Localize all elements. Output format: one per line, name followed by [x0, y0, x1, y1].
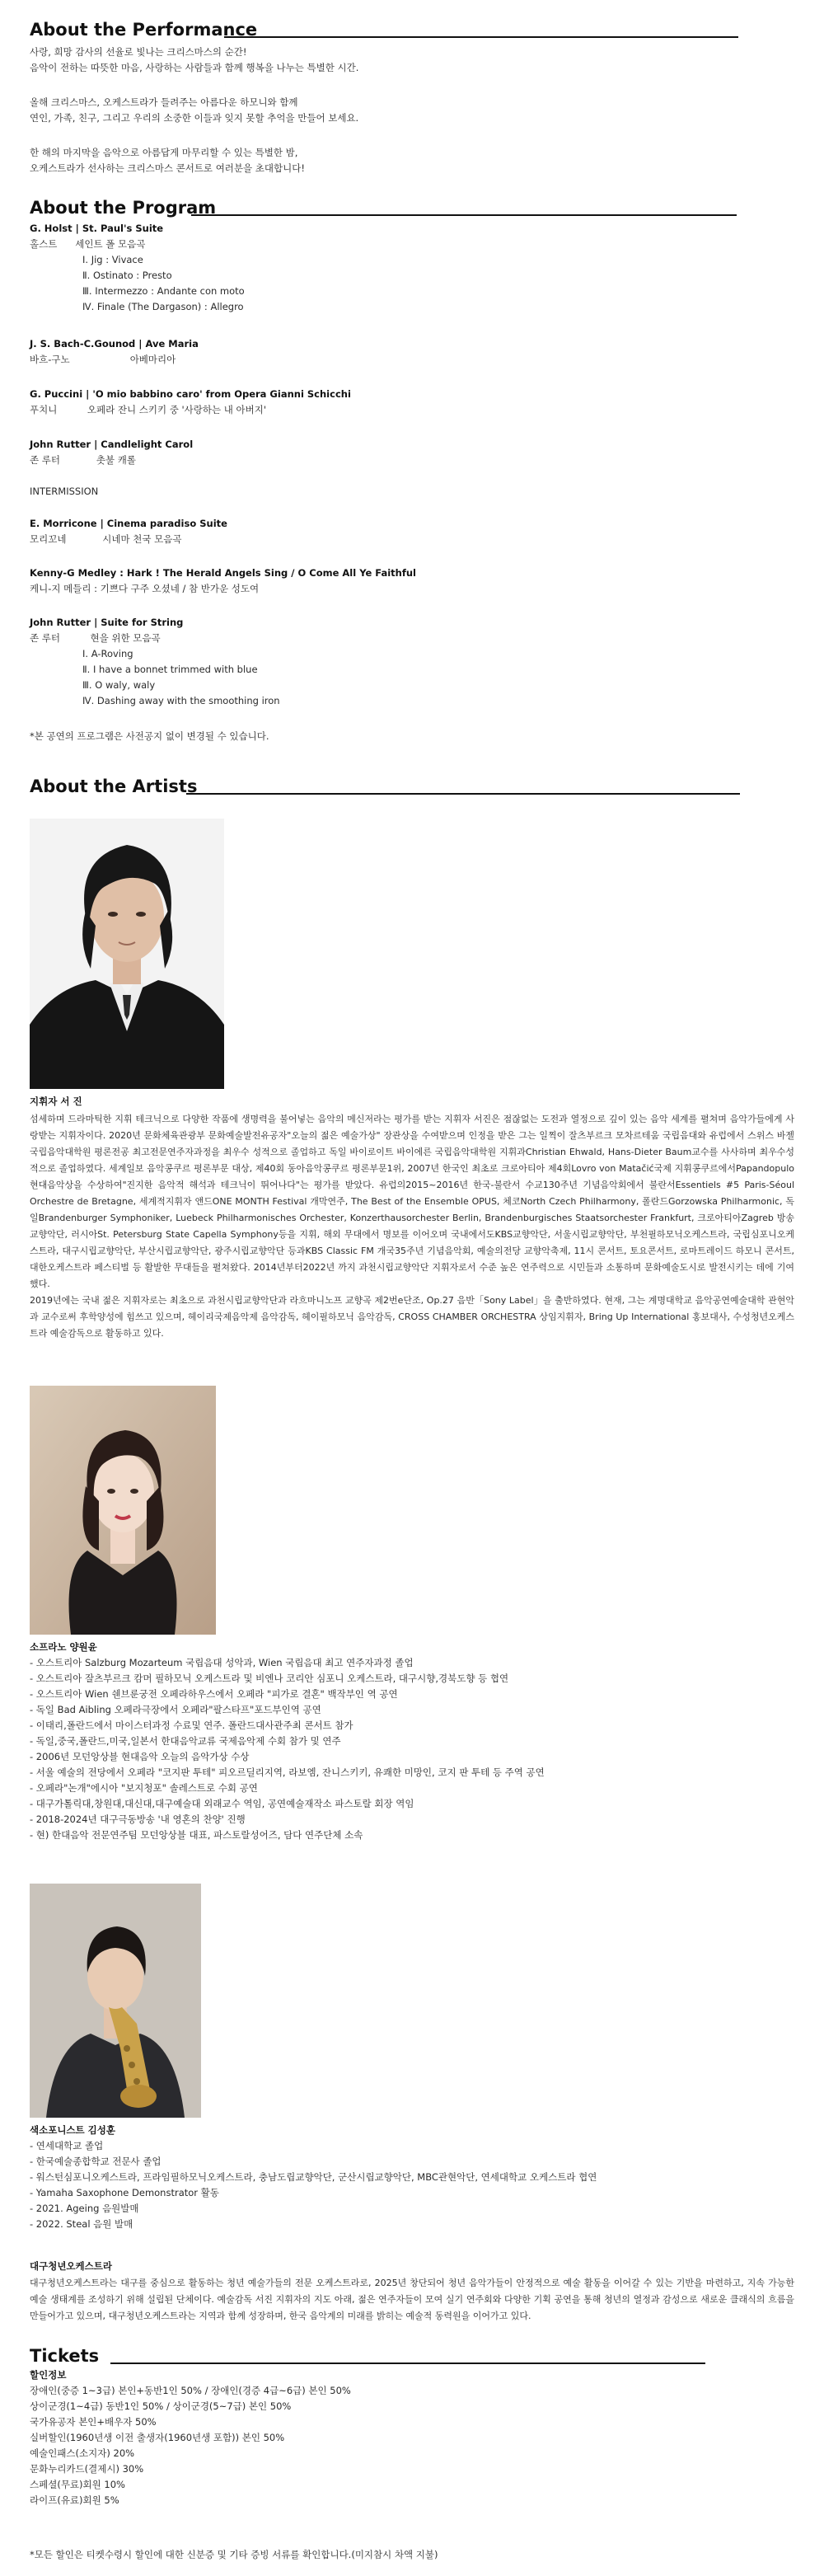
text-line: 음악이 전하는 따뜻한 마음, 사랑하는 사람들과 함께 행복을 나누는 특별한 시간.	[30, 62, 359, 73]
program-subtitle: 존 루터 현을 위한 모음곡	[30, 632, 161, 644]
list-item: - 서울 예술의 전당에서 오페라 "코지판 투테" 피오르딜리지역, 라보엠, 잔니스키키, 유쾌한 미망인, 코지 판 투테 등 주역 공연	[30, 1767, 545, 1778]
soprano-name: 소프라노 양원윤	[30, 1641, 97, 1653]
conductor-portrait-image	[30, 819, 224, 1089]
program-subtitle: 케니-지 메들리 : 기쁘다 구주 오셨네 / 참 반가운 성도여	[30, 583, 260, 594]
discount-item: 스페셜(무료)회원 10%	[30, 2479, 125, 2490]
saxophonist-photo	[30, 1884, 201, 2118]
saxophonist-name: 색소포니스트 김성훈	[30, 2124, 115, 2136]
list-item: - Yamaha Saxophone Demonstrator 활동	[30, 2187, 219, 2198]
movement: Ⅱ. Ostinato : Presto	[82, 270, 172, 281]
conductor-photo	[30, 819, 224, 1089]
section-title-tickets: Tickets	[30, 2346, 100, 2366]
list-item: - 이태리,폴란드에서 마이스터과정 수료및 연주. 폴란드대사관주최 콘서트 참가	[30, 1720, 353, 1731]
list-item: - 오페라"논개"에시아 "보지청포" 솔레스트로 수회 공연	[30, 1782, 258, 1794]
orchestra-description: 대구청년오케스트라는 대구를 중심으로 활동하는 청년 예술가들의 전문 오케스트라로, 2025년 창단되어 청년 음악가들이 안정적으로 예술 활동을 이어갈 수 있는 기반을 마련하고, 지속 가능한 예술 생태계를 조성하기 위해 설립된 단체이다. 예술감독 서진 지휘자의 지도 아래, 젊은 연주자들이 모여 실기 연주회와 다양한 기획 공연을 통해 청년의 열정과 감성으로 새로운 클래식의 흐름을 만들어가고 있으며, 대구청년오케스트라는 지역과 함께 성장하며, 한국 음악계의 미래를 밝히는 예술적 동력원을 이어가고 있다.	[30, 2278, 794, 2321]
list-item: - 독일 Bad Aibling 오페라극장에서 오페라"팔스타프"포드부인역 공연	[30, 1704, 321, 1715]
soprano-portrait-image	[30, 1386, 216, 1635]
section-title-program: About the Program	[30, 198, 217, 218]
program-title: John Rutter | Candlelight Carol	[30, 439, 194, 450]
movement: Ⅳ. Finale (The Dargason) : Allegro	[82, 301, 244, 312]
list-item: - 2018-2024년 대구극동방송 '내 영혼의 찬양' 진행	[30, 1814, 246, 1825]
list-item: - 독일,중국,폴란드,미국,일본서 한대음악교류 국제음악제 수회 참가 및 연주	[30, 1735, 341, 1747]
discount-item: 라이프(유료)회원 5%	[30, 2494, 119, 2506]
discount-item: 예술인패스(소지자) 20%	[30, 2447, 135, 2459]
section-rule	[224, 36, 738, 38]
program-subtitle: 모리꼬네 시네마 천국 모음곡	[30, 533, 182, 545]
movement: Ⅰ. A-Roving	[82, 648, 133, 659]
conductor-bio-paragraph: 섬세하며 드라마틱한 지휘 테크닉으로 다양한 작품에 생명력을 불어넣는 음악의 메신저라는 평가를 받는 지휘자 서진은 점잖없는 도전과 열정으로 깊이 있는 음악 세계를 펼쳐며 음악가들에게 사랑받는 지휘자이다. 2020년 문화체육관광부 문화예술발전유공자"오늘의 젊은 예술가상" 장관상을 수여받으며 인정을 받은 그는 일찍이 잘츠부르크 모차르테움 국립음대와 유럽에서 스위스 바젤 국립음악대학원 평론전공 최고전문연주자과정을 최우수 성적으로 졸업하고 독일 바이로이트 바이에른 국립음악대학원 지휘과Christian Ehwald, Hans-Dieter Baum교수를 사사하며 최우수성적으로 졸업하였다. 세계일보 음악콩쿠르 평론부문 대상, 제40회 동아음악콩쿠르 평론부문1위, 2007년 한국인 최초로 크로아티아 제4회Lovro von Matačić국제 지휘콩쿠르에서Papandopulo 현대음악상을 수상하여"진지한 음악적 해석과 테크닉이 뛰어나다"는 평가를 받았다. 유럽의2015~2016년 한국-불란서 수교130주년 기념음악회에서 불란서Essentiels #5 Paris-Séoul Orchestre de Bretagne, 세계적지휘자 앤드ONE MONTH Festival 개막연주, The Best of the Ensemble OPUS, 체코North Czech Philharmony, 폴란드Gorzowska Philharmonic, 독일Brandenburger Symphoniker, Luebeck Philharmonisches Orchester, Konzerthausorchester Berlin, Brandenburgisches Staatsorchester Frankfurt, 크로아티아Zagreb 방송 교향악단, 러시아St. Petersburg State Capella Symphony등을 지휘, 해외 무대에서 명보를 이어오며 국내에서도KBS교향악단, 서울시립교향악단, 부천필하모닉오케스트라, 국립심포니오케스트라, 대구시립교향악단, 부산시립교향악단, 광주시립교향악단 등과KBS Classic FM 개국35주년 기념음악회, 예술의전당 교향악축제, 11시 콘서트, 토요콘서트, 로마트레이드 하모니 콘서트, 대한오케스트라 페스티벌 등 활발한 무대들을 펼쳐왔다. 2014년부터2022년 까지 과천시립교향악단 지휘자로서 수준 높은 연주력으로 시민들과 소통하며 문화예술도시로 발전시키는 데에 기여했다.	[30, 1114, 794, 1289]
program-item-6	[30, 565, 416, 597]
movement: Ⅲ. O waly, waly	[82, 679, 156, 691]
list-item: - 2022. Steal 음원 발매	[30, 2218, 133, 2230]
movement: Ⅳ. Dashing away with the smoothing iron	[82, 695, 280, 706]
performance-paragraph-2	[30, 95, 358, 126]
list-item: - 오스트리아 잘츠부르크 캄머 필하모닉 오케스트라 및 비엔나 코리안 심포니 오케스트라, 대구시향,경북도향 등 협연	[30, 1673, 509, 1684]
movement: Ⅲ. Intermezzo : Andante con moto	[82, 285, 245, 297]
program-title: E. Morricone | Cinema paradiso Suite	[30, 518, 227, 529]
conductor-bio-paragraph: 2019년에는 국내 젊은 지휘자로는 최초으로 과천시립교향악단과 라흐마니노프 교향곡 제2번e단조, Op.27 음반「Sony Label」을 출반하였다. 현재, 그는 계명대학교 음악공연예술대학 관현악과 교수로써 후학양성에 힘쓰고 있으며, 헤이리국제음악제 음악감독, 헤이필하모닉 음악감독, CROSS CHAMBER ORCHESTRA 상임지휘자, Bring Up International 홍보대사, 수성청년오케스트라 예술감독으로 활동하고 있다.	[30, 1295, 794, 1339]
list-item: - 2006년 모던앙상블 현대음악 오늘의 음악가상 수상	[30, 1751, 250, 1762]
program-title: John Rutter | Suite for String	[30, 617, 184, 628]
program-title: Kenny-G Medley : Hark ! The Herald Angels Sing / O Come All Ye Faithful	[30, 567, 416, 579]
program-item-2	[30, 336, 199, 368]
discount-item: 상이군경(1~4급) 동반1인 50% / 상이군경(5~7급) 본인 50%	[30, 2400, 292, 2412]
orchestra-name: 대구청년오케스트라	[30, 2260, 112, 2272]
discount-item: 문화누리카드(결제시) 30%	[30, 2463, 144, 2475]
program-title: J. S. Bach-C.Gounod | Ave Maria	[30, 338, 199, 350]
performance-paragraph-1	[30, 45, 358, 76]
section-title-performance: About the Performance	[30, 20, 258, 40]
program-item-5	[30, 516, 227, 547]
performance-paragraph-3	[30, 145, 305, 176]
movement: Ⅰ. Jig : Vivace	[82, 254, 143, 265]
list-item: - 연세대학교 졸업	[30, 2140, 104, 2151]
intermission-label: INTERMISSION	[30, 486, 99, 497]
conductor-name: 지휘자 서 진	[30, 1096, 82, 1107]
discount-item: 장애인(중증 1~3급) 본인+동반1인 50% / 장애인(경증 4급~6급) 본인 50%	[30, 2385, 351, 2396]
list-item: - 현) 한대음악 전문연주팀 모던앙상블 대표, 파스토랄성어즈, 담다 연주단체 소속	[30, 1829, 363, 1841]
program-title: G. Puccini | 'O mio babbino caro' from Opera Gianni Schicchi	[30, 388, 351, 400]
list-item: - 오스트리아 Wien 쉔브룬궁전 오페라하우스에서 오페라 "피가로 결혼" 백작부인 역 공연	[30, 1688, 398, 1700]
discount-item: 실버할인(1960년생 이전 출생자(1960년생 포함)) 본인 50%	[30, 2432, 285, 2443]
program-title: G. Holst | St. Paul's Suite	[30, 223, 164, 234]
discount-item: 국가유공자 본인+배우자 50%	[30, 2416, 157, 2428]
saxophonist-list	[30, 2138, 597, 2232]
program-item-3	[30, 387, 351, 418]
program-item-1	[30, 221, 245, 315]
list-item: - 한국예술종합학교 전문사 졸업	[30, 2156, 162, 2167]
text-line: 오케스트라가 선사하는 크리스마스 콘서트로 여러분을 초대합니다!	[30, 162, 305, 174]
discount-heading: 할인정보	[30, 2369, 67, 2381]
text-line: 올해 크리스마스, 오케스트라가 들려주는 아름다운 하모니와 함께	[30, 96, 298, 108]
program-item-4	[30, 437, 193, 468]
list-item: - 2021. Ageing 음원발매	[30, 2203, 139, 2214]
section-title-artists: About the Artists	[30, 777, 198, 796]
section-rule	[191, 214, 737, 216]
section-rule	[110, 2363, 705, 2364]
program-item-7	[30, 615, 280, 709]
soprano-list	[30, 1655, 545, 1843]
saxophonist-portrait-image	[30, 1884, 201, 2118]
conductor-bio	[30, 1111, 794, 1342]
program-subtitle: 홀스트 세인트 폴 모음곡	[30, 238, 146, 250]
list-item: - 워스턴심포니오케스트라, 프라임필하모닉오케스트라, 충남도립교향악단, 군산시립교향악단, MBC관현악단, 연세대학교 오케스트라 협연	[30, 2171, 597, 2183]
program-subtitle: 존 루터 촛불 캐롤	[30, 454, 136, 466]
ticket-note: *모든 할인은 티켓수령시 할인에 대한 신분증 및 기타 증빙 서류를 확인합니다.(미지참시 차액 지불)	[30, 2549, 438, 2560]
section-rule	[186, 793, 740, 795]
ticket-discounts	[30, 2367, 351, 2508]
program-note: *본 공연의 프로그램은 사전공지 없이 변경될 수 있습니다.	[30, 730, 269, 742]
program-subtitle: 푸치니 오페라 잔니 스키키 중 '사랑하는 내 아버지'	[30, 404, 266, 415]
text-line: 한 해의 마지막을 음악으로 아름답게 마무리할 수 있는 특별한 밤,	[30, 147, 298, 158]
list-item: - 대구가톨릭대,창원대,대신대,대구예술대 외래교수 역임, 공연예술재작소 파스토랄 회장 역임	[30, 1798, 414, 1809]
movement: Ⅱ. I have a bonnet trimmed with blue	[82, 664, 258, 675]
soprano-photo	[30, 1386, 216, 1635]
text-line: 사랑, 희망 감사의 선율로 빛나는 크리스마스의 순간!	[30, 46, 247, 58]
list-item: - 오스트리아 Salzburg Mozarteum 국립음대 성악과, Wien 국립음대 최고 연주자과정 졸업	[30, 1657, 414, 1668]
program-subtitle: 바흐-구노 아베마리아	[30, 354, 176, 365]
text-line: 연인, 가족, 친구, 그리고 우리의 소중한 이들과 잊지 못할 추억을 만들어 보세요.	[30, 112, 359, 124]
